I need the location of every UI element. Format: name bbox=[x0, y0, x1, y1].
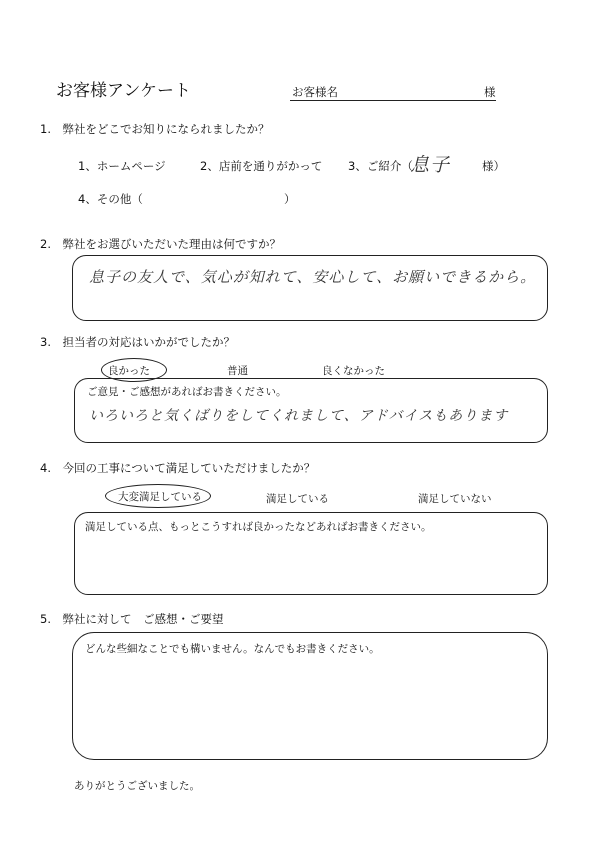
q2-answer-box[interactable] bbox=[72, 255, 548, 321]
q4-option-satisfied[interactable]: 満足している bbox=[266, 493, 329, 505]
q3-option-bad[interactable]: 良くなかった bbox=[322, 365, 385, 377]
q1-referral-handwritten: 息子 bbox=[410, 154, 451, 176]
q4-option-not-satisfied[interactable]: 満足していない bbox=[418, 493, 492, 505]
q4-comment-box[interactable] bbox=[74, 512, 548, 595]
customer-name-line bbox=[290, 100, 496, 101]
q1-option-passing-by[interactable]: 2、店前を通りがかって bbox=[200, 159, 323, 173]
page-title: お客様アンケート bbox=[56, 81, 191, 101]
q5-comment-prompt: どんな些細なことでも構いません。なんでもお書きください。 bbox=[85, 643, 380, 655]
customer-name-label: お客様名 bbox=[292, 85, 338, 99]
q3-option-good[interactable]: 良かった bbox=[108, 365, 150, 377]
q5-comment-box[interactable] bbox=[72, 632, 548, 760]
q4-question: 4. 今回の工事について満足していただけましたか？ bbox=[40, 461, 316, 475]
q2-question: 2. 弊社をお選びいただいた理由は何ですか？ bbox=[40, 237, 281, 251]
q4-option-very-satisfied[interactable]: 大変満足している bbox=[118, 491, 202, 503]
q3-handwritten-comment: いろいろと気くばりをしてくれまして、アドバイスもあります bbox=[89, 408, 509, 424]
q3-option-average[interactable]: 普通 bbox=[227, 365, 248, 377]
q3-comment-prompt: ご意見・ご感想があればお書きください。 bbox=[87, 386, 287, 398]
customer-honorific: 様 bbox=[484, 85, 496, 99]
q3-comment-box[interactable] bbox=[74, 378, 548, 443]
q1-option-homepage[interactable]: 1、ホームページ bbox=[78, 159, 166, 173]
q3-question: 3. 担当者の対応はいかがでしたか？ bbox=[40, 335, 235, 349]
q5-question: 5. 弊社に対して ご感想・ご要望 bbox=[40, 612, 224, 626]
q1-question: 1. 弊社をどこでお知りになられましたか？ bbox=[40, 122, 270, 136]
q1-option-referral[interactable]: 3、ご紹介（ bbox=[348, 159, 413, 173]
footer-thanks: ありがとうございました。 bbox=[74, 780, 200, 792]
q4-comment-prompt: 満足している点、もっとこうすれば良かったなどあればお書きください。 bbox=[85, 521, 432, 533]
q2-handwritten-answer: 息子の友人で、気心が知れて、安心して、お願いできるから。 bbox=[89, 268, 537, 286]
q1-other-close: ） bbox=[284, 192, 296, 206]
q1-option-other[interactable]: 4、その他（ bbox=[78, 192, 143, 206]
q1-referral-suffix: 様） bbox=[482, 159, 505, 173]
